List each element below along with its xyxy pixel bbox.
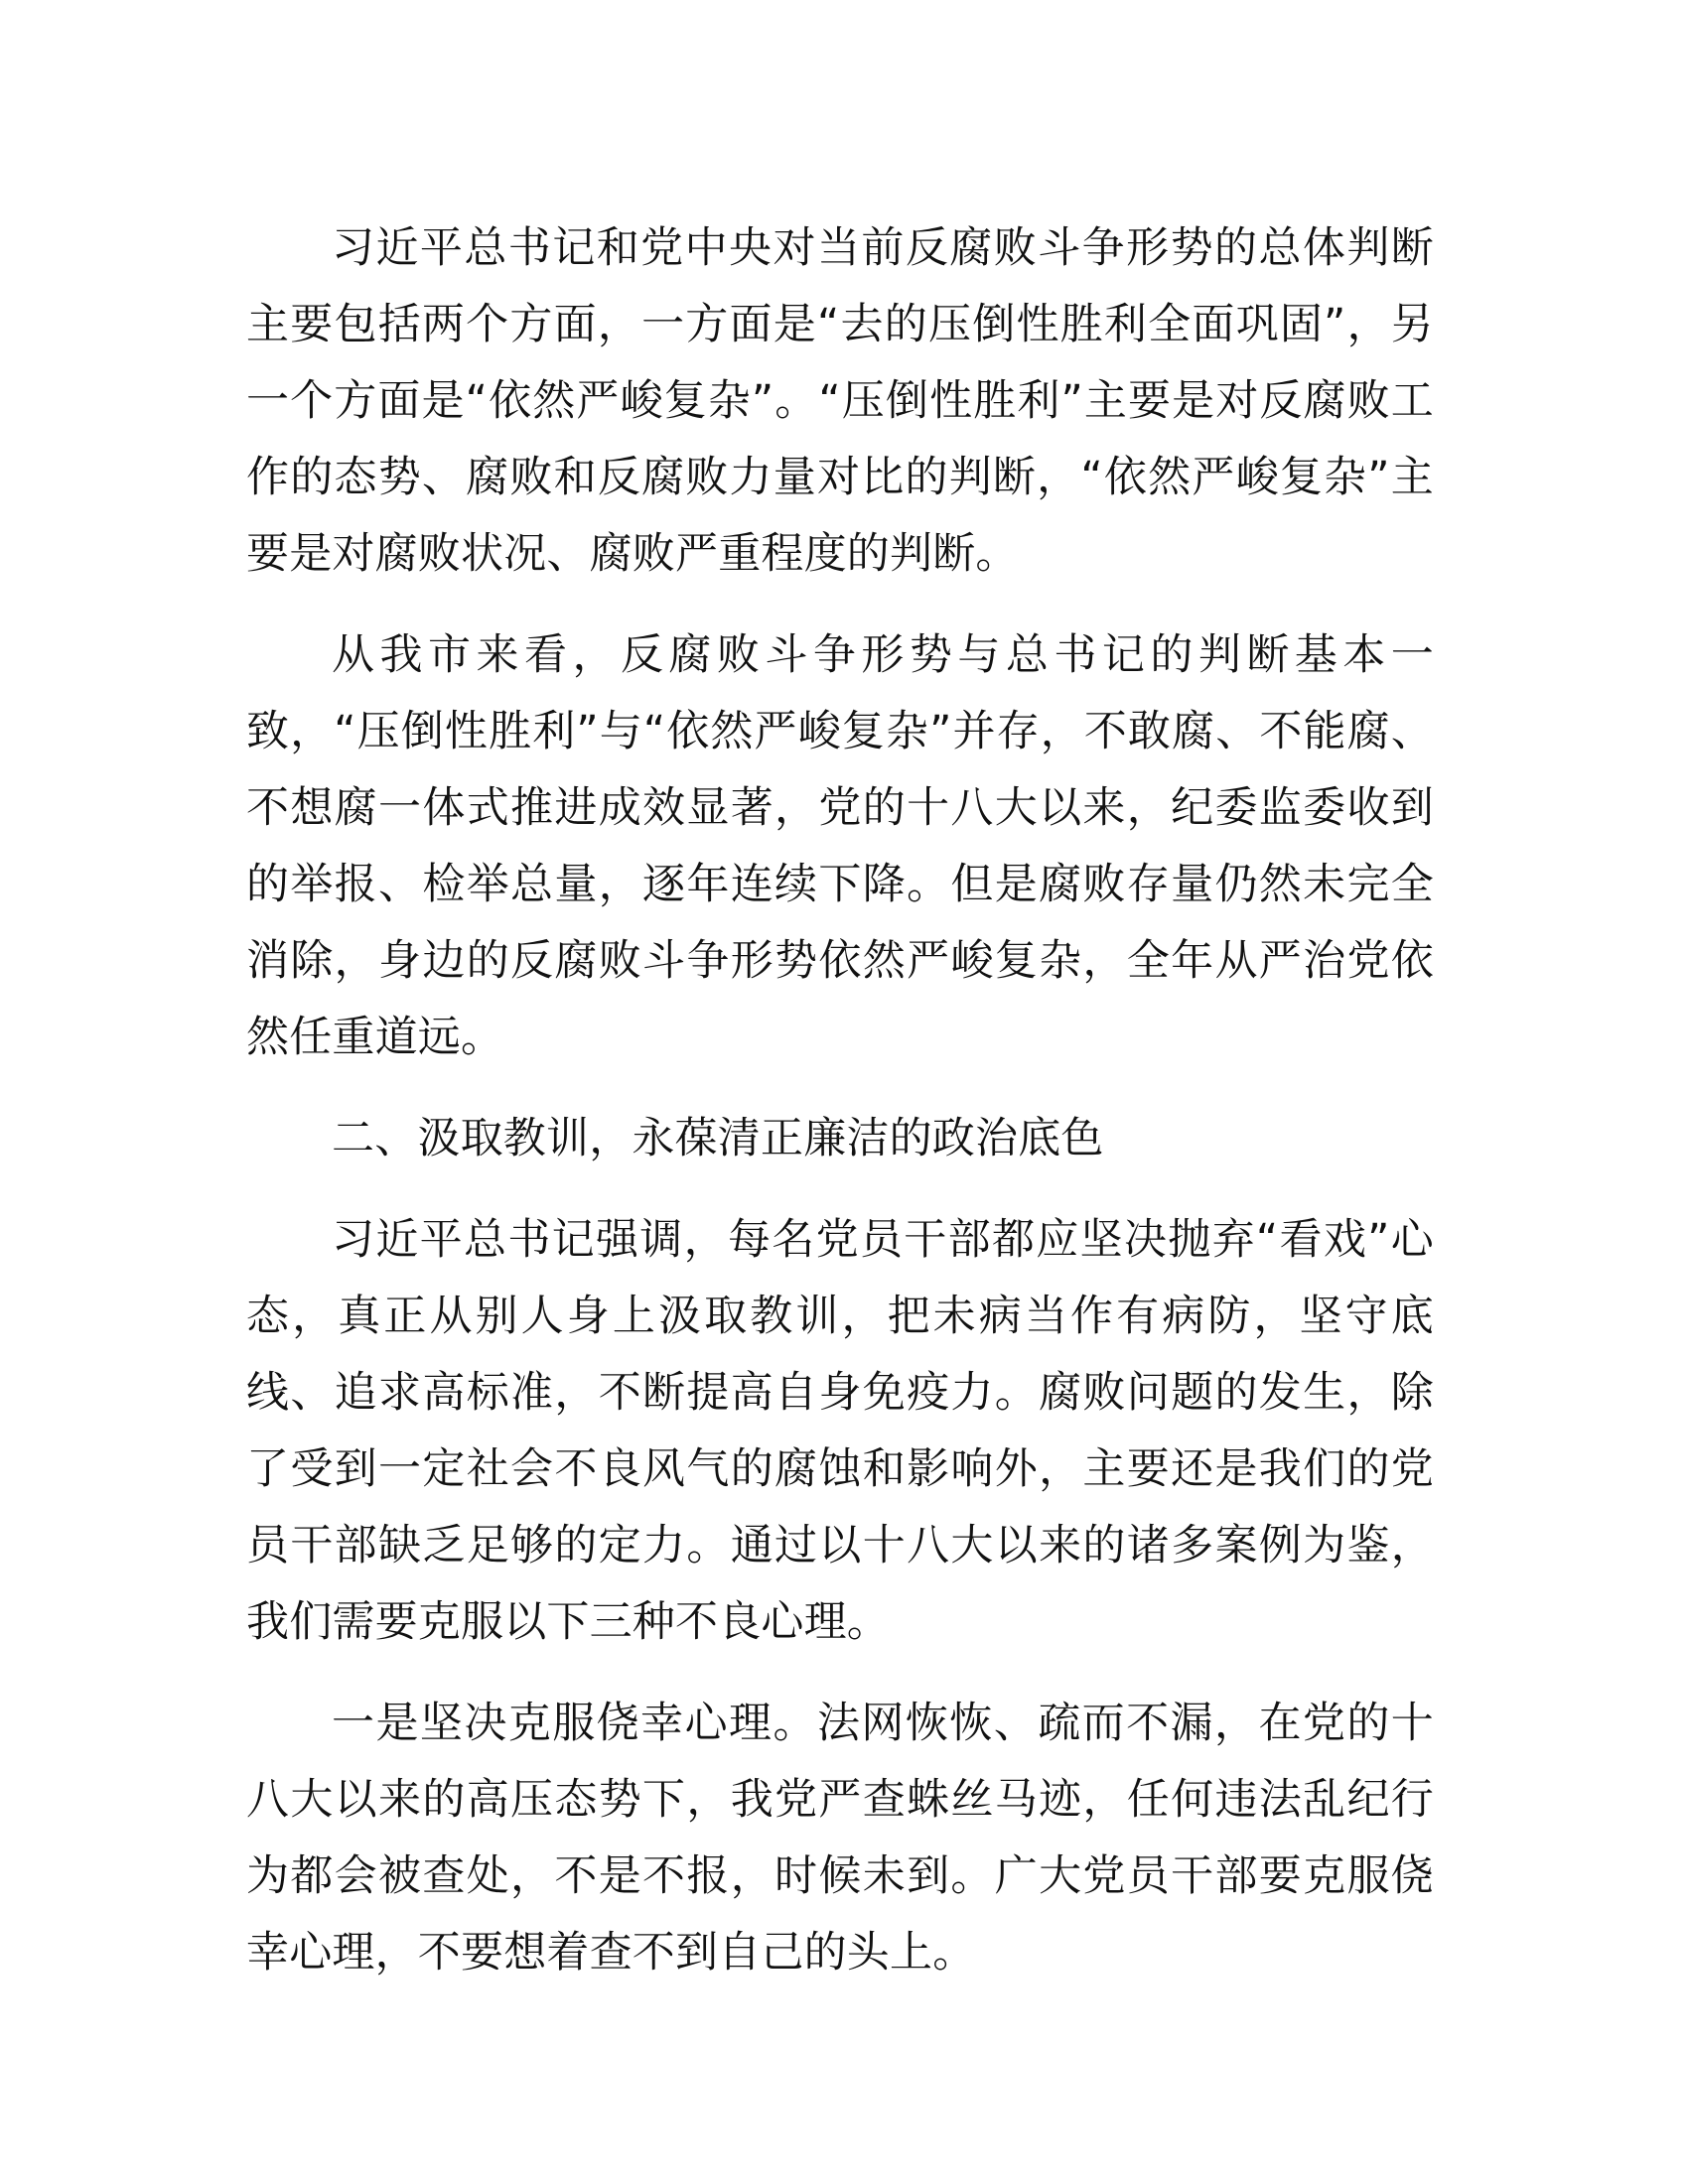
paragraph-2: 从我市来看，反腐败斗争形势与总书记的判断基本一致，“压倒性胜利”与“依然严峻复杂”并存，不敢腐、不能腐、不想腐一体式推进成效显著，党的十八大以来，纪委监委收到的举报、检举总量，逐年连续下降。但是腐败存量仍然未完全消除，身边的反腐败斗争形势依然严峻复杂，全年从严治党依然任重道远。 <box>246 630 1434 1062</box>
document-body <box>246 210 1434 2016</box>
paragraph-1: 习近平总书记和党中央对当前反腐败斗争形势的总体判断主要包括两个方面，一方面是“去的压倒性胜利全面巩固”，另一个方面是“依然严峻复杂”。“压倒性胜利”主要是对反腐败工作的态势、腐败和反腐败力量对比的判断，“依然严峻复杂”主要是对腐败状况、腐败严重程度的判断。 <box>246 223 1434 579</box>
section-heading: 二、汲取教训，永葆清正廉洁的政治底色 <box>332 1114 1104 1163</box>
paragraph-4: 一是坚决克服侥幸心理。法网恢恢、疏而不漏，在党的十八大以来的高压态势下，我党严查蛛丝马迹，任何违法乱纪行为都会被查处，不是不报，时候未到。广大党员干部要克服侥幸心理，不要想着查不到自己的头上。 <box>246 1699 1434 1978</box>
paragraph-3: 习近平总书记强调，每名党员干部都应坚决抛弃“看戏”心态，真正从别人身上汲取教训，把未病当作有病防，坚守底线、追求高标准，不断提高自身免疫力。腐败问题的发生，除了受到一定社会不良风气的腐蚀和影响外，主要还是我们的党员干部缺乏足够的定力。通过以十八大以来的诸多案例为鉴，我们需要克服以下三种不良心理。 <box>246 1215 1434 1647</box>
